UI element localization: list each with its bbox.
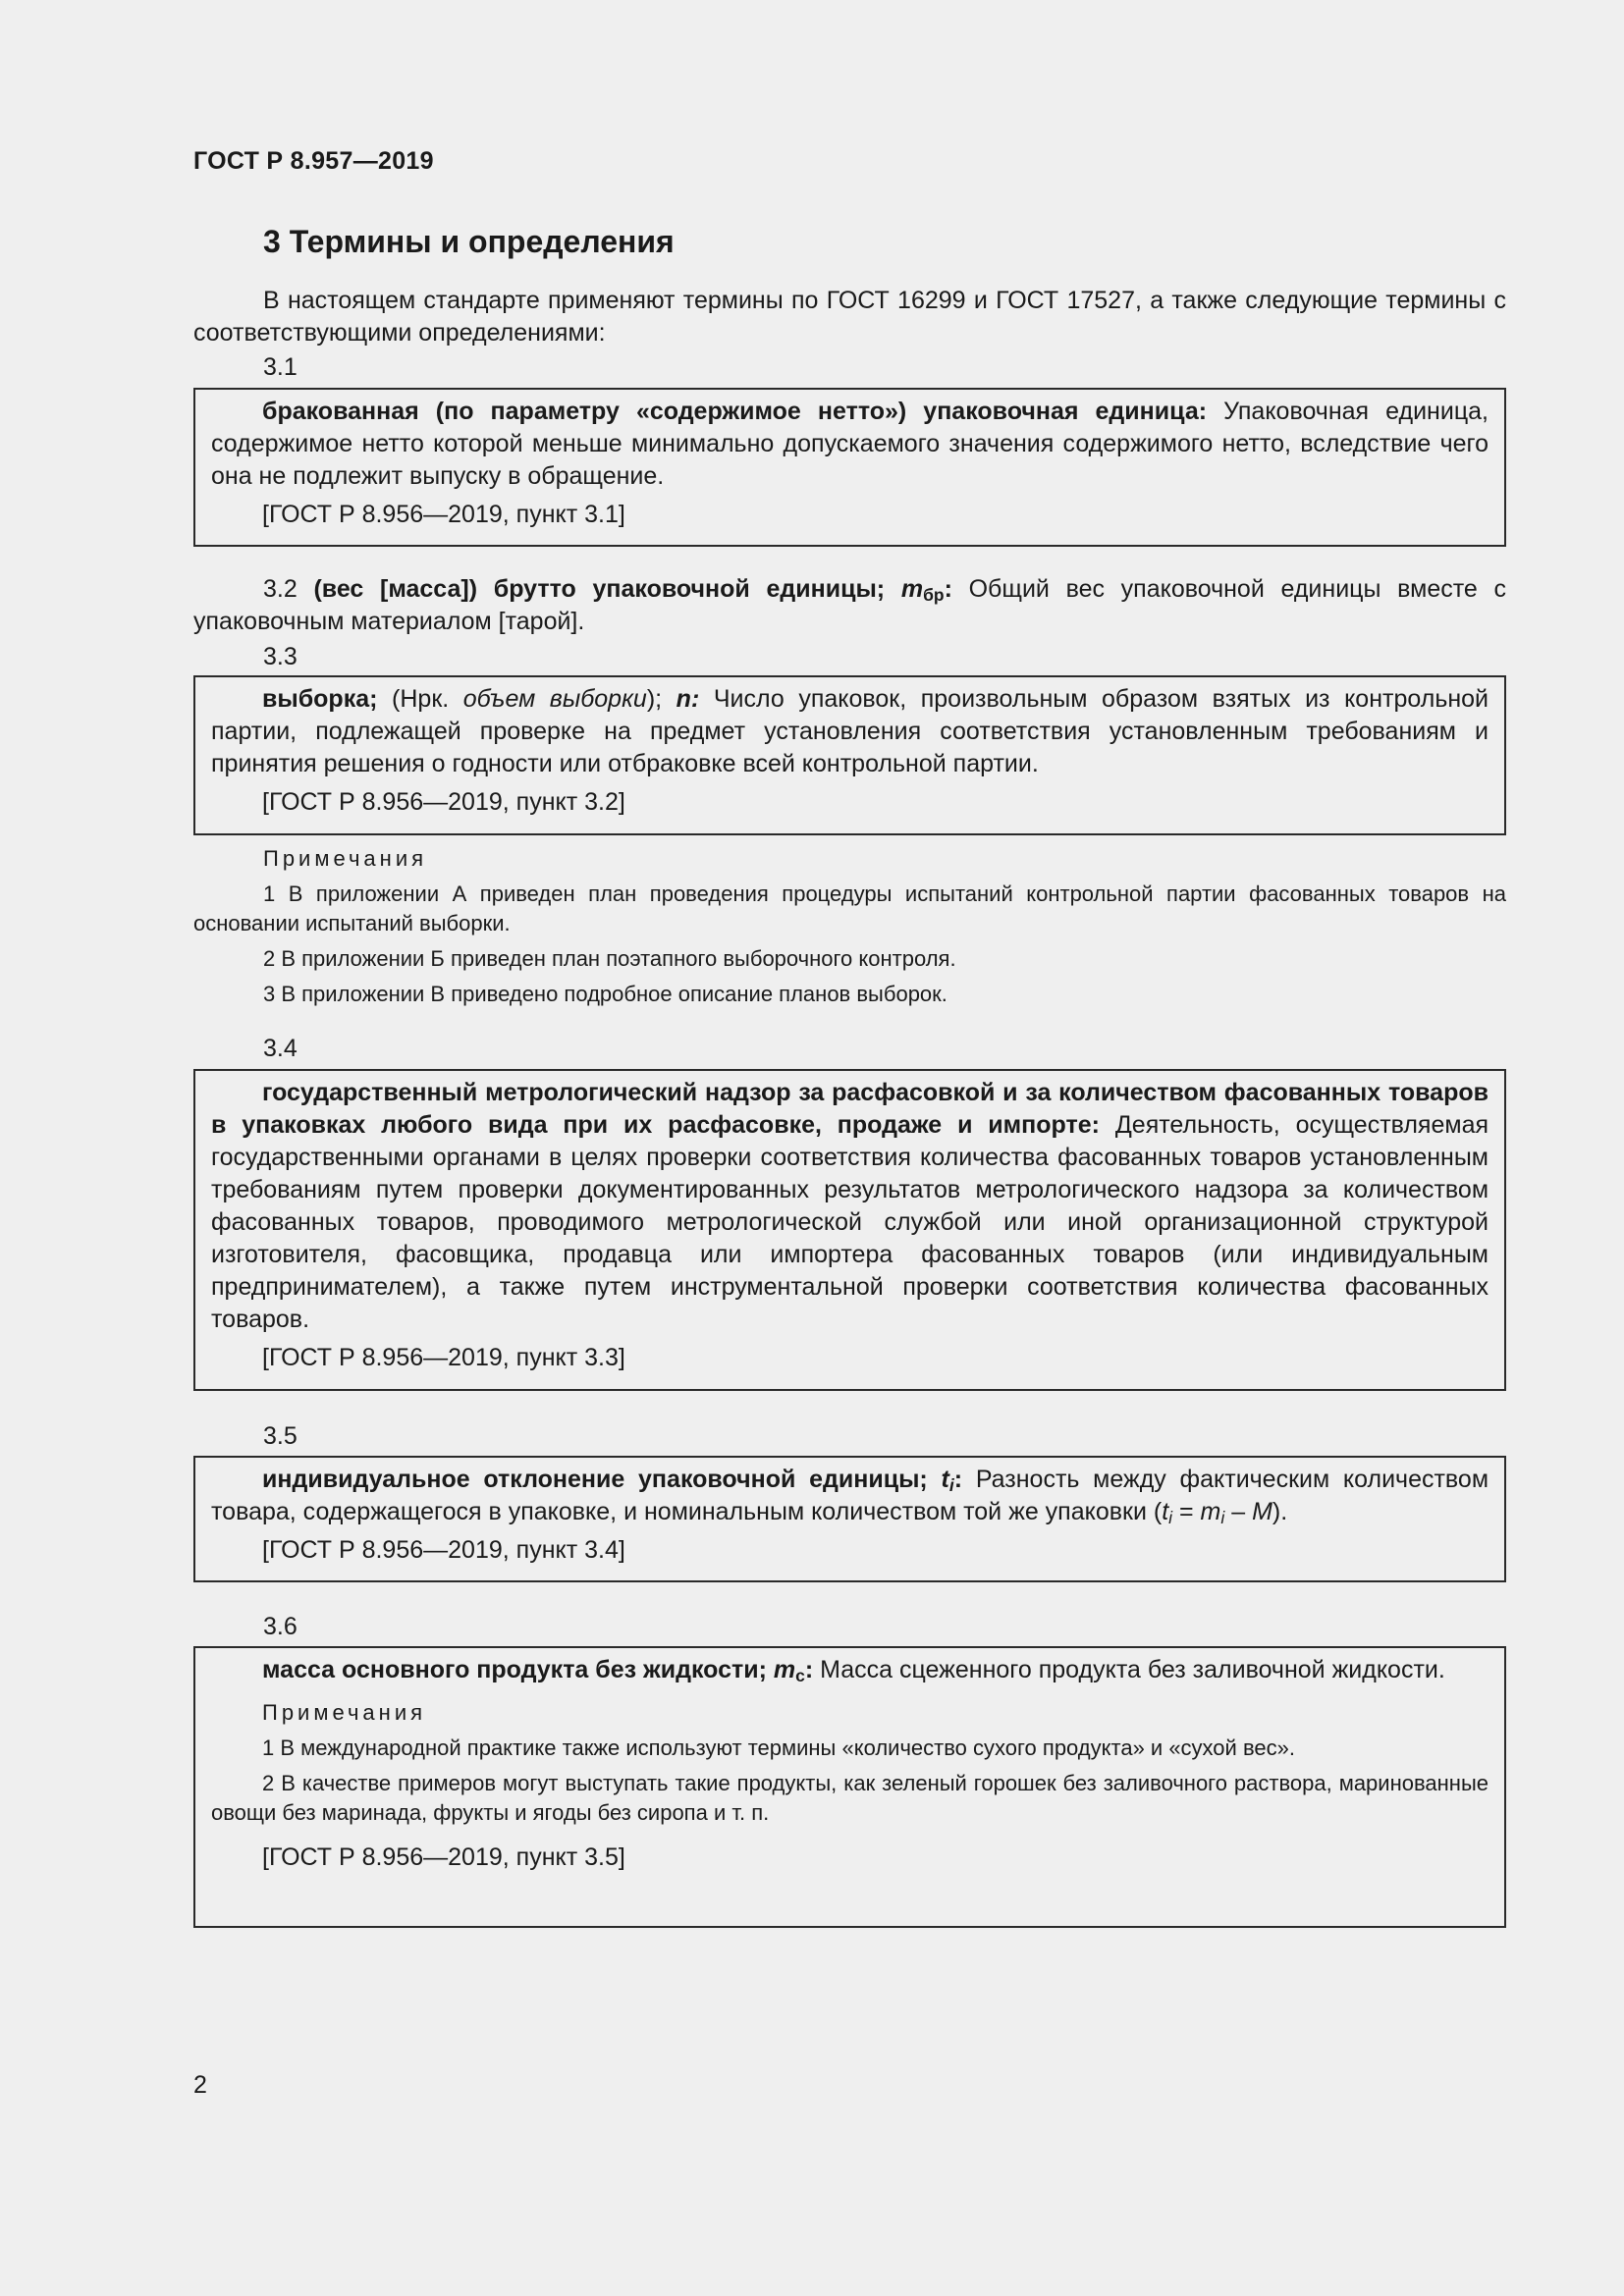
- intro-paragraph: В настоящем стандарте применяют термины по ГОСТ 16299 и ГОСТ 17527, а также следующие термины с соответствующими определениями:: [193, 287, 1506, 347]
- definition-text: Число упаковок, произвольным образом взятых из контрольной партии, подлежащей проверке на предмет установления соответствия установленным требованиям и принятия решения о годности или отбраковке всей контрольной партии.: [211, 685, 1489, 777]
- document-header: ГОСТ Р 8.957—2019: [193, 147, 434, 175]
- term-reference-3-3: [ГОСТ Р 8.956—2019, пункт 3.2]: [262, 788, 625, 816]
- term-symbol-subscript: i: [948, 1475, 954, 1495]
- note-item: 2 В приложении Б приведен план поэтапного выборочного контроля.: [263, 946, 956, 971]
- term-box-3-3: [193, 675, 1506, 835]
- alt-prefix: (Нрк.: [392, 685, 450, 713]
- term-box-3-5: [193, 1456, 1506, 1582]
- term-number-3-3: 3.3: [263, 643, 298, 670]
- term-number-3-4: 3.4: [263, 1035, 298, 1062]
- notes-block: [193, 844, 1506, 1009]
- term-definition-3-6: масса основного продукта без жидкости; $m_c$: Масса сцеженного продукта без заливочной жидкости.: [262, 1656, 1445, 1685]
- definition-text: Общий вес упаковочной единицы вместе с упаковочным материалом [тарой].: [193, 575, 1506, 635]
- term-name: государственный метрологический надзор за расфасовкой и за количеством фасованных товаров в упаковках любого вида при их расфасовке, продаже и импорте:: [211, 1079, 1489, 1139]
- term-name: индивидуальное отклонение упаковочной единицы;: [262, 1466, 928, 1493]
- term-paragraph-3-2: 3.2 (вес [масса]) брутто упаковочной единицы; $m_{бр}$: Общий вес упаковочной единицы вместе с упаковочным материалом [тарой].: [193, 575, 1506, 635]
- term-symbol-subscript: бр: [923, 585, 945, 605]
- term-definition-3-1: [211, 396, 1489, 493]
- note-item: 1 В международной практике также используют термины «количество сухого продукта» и «сухой вес».: [262, 1735, 1295, 1760]
- note-item: 2 В качестве примеров могут выступать такие продукты, как зеленый горошек без заливочного раствора, маринованные овощи без маринада, фрукты и ягоды без сиропа и т. п.: [211, 1771, 1489, 1825]
- definition-text: Деятельность, осуществляемая государственными органами в целях проверки соответствия количества фасованных товаров установленным требованиям путем проверки документированных результатов метрологического надзора за количеством фасованных товаров, проводимого метрологической службой или иной организационной структурой изготовителя, фасовщика, продавца или импортера фасованных товаров (или индивидуальным предпринимателем), а также путем инструментальной проверки соответствия количества фасованных товаров.: [211, 1111, 1489, 1333]
- page-number: 2: [193, 2071, 207, 2099]
- term-name: масса основного продукта без жидкости;: [262, 1656, 767, 1683]
- term-name: бракованная (по параметру «содержимое нетто») упаковочная единица:: [262, 398, 1208, 425]
- term-box-3-6: [193, 1646, 1506, 1928]
- term-symbol: n:: [676, 685, 700, 713]
- formula: $(t_i = m_i - M)$.: [1153, 1498, 1288, 1527]
- term-reference-3-6: [ГОСТ Р 8.956—2019, пункт 3.5]: [262, 1843, 625, 1871]
- term-name: выборка;: [262, 685, 378, 713]
- term-definition-3-5: индивидуальное отклонение упаковочной единицы; $t_i$: Разность между фактическим количеством товара, содержащегося в упаковке, и номинальным количеством той же упаковки $(t_i = m_i - M)$.: [211, 1466, 1489, 1527]
- term-name: (вес [масса]) брутто упаковочной единицы;: [313, 575, 886, 603]
- definition-text: Разность между фактическим количеством товара, содержащегося в упаковке, и номинальным количеством той же упаковки: [211, 1466, 1489, 1525]
- alt-term: объем выборки: [462, 685, 647, 713]
- definition-text: Упаковочная единица, содержимое нетто которой меньше минимально допускаемого значения содержимого нетто, вследствие чего она не подлежит выпуску в обращение.: [211, 398, 1489, 490]
- term-definition-3-4: [211, 1077, 1489, 1336]
- section-title: 3 Термины и определения: [263, 224, 675, 259]
- term-number-3-5: 3.5: [263, 1422, 298, 1450]
- term-symbol: m: [900, 575, 924, 603]
- term-box-3-1: [193, 388, 1506, 547]
- definition-text: Масса сцеженного продукта без заливочной жидкости.: [820, 1656, 1445, 1683]
- term-number-3-6: 3.6: [263, 1613, 298, 1640]
- term-symbol: t: [941, 1466, 949, 1493]
- term-number-3-1: 3.1: [263, 353, 298, 381]
- term-definition-3-3: [211, 683, 1489, 780]
- term-symbol: m: [773, 1656, 796, 1683]
- term-box-3-4: [193, 1069, 1506, 1391]
- term-reference-3-1: [ГОСТ Р 8.956—2019, пункт 3.1]: [262, 501, 625, 528]
- alt-suffix: );: [646, 685, 663, 713]
- note-item: 3 В приложении В приведено подробное описание планов выборок.: [263, 982, 947, 1006]
- term-reference-3-5: [ГОСТ Р 8.956—2019, пункт 3.4]: [262, 1536, 625, 1564]
- term-number-3-2: 3.2: [263, 575, 298, 603]
- term-symbol-subscript: c: [795, 1666, 805, 1685]
- notes-label: Примечания: [263, 846, 428, 871]
- notes-label: Примечания: [262, 1700, 427, 1725]
- note-item: 1 В приложении А приведен план проведения процедуры испытаний контрольной партии фасованных товаров на основании испытаний выборки.: [193, 881, 1506, 935]
- term-reference-3-4: [ГОСТ Р 8.956—2019, пункт 3.3]: [262, 1344, 625, 1371]
